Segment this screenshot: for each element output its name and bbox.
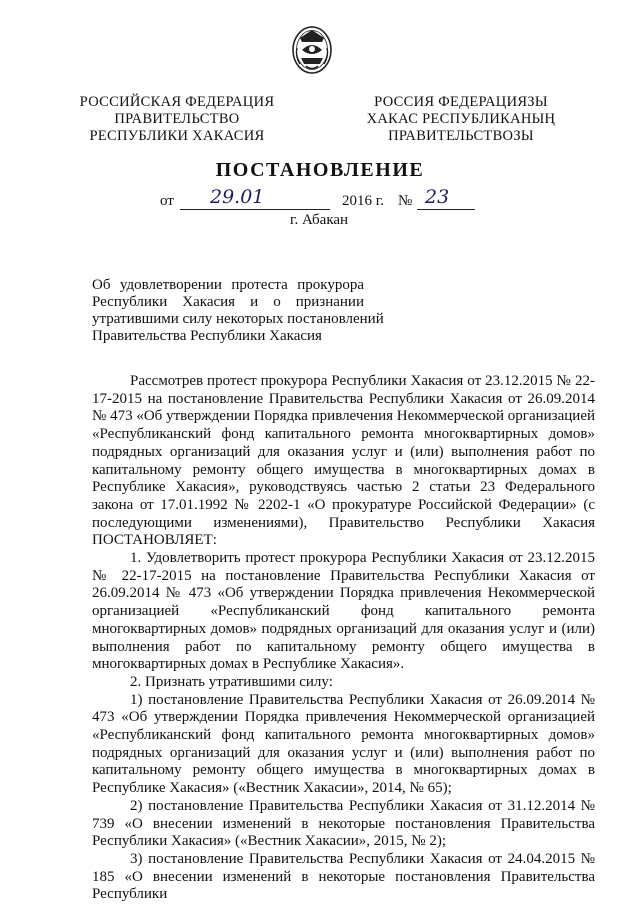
handwritten-date: 29.01 bbox=[210, 186, 265, 208]
header-left-line-3: РЕСПУБЛИКИ ХАКАСИЯ bbox=[89, 128, 265, 144]
clause-2-paragraph: 2. Признать утратившими силу: bbox=[130, 673, 333, 690]
header-right-line-1: РОССИЯ ФЕДЕРАЦИЯЗЫ bbox=[374, 94, 548, 110]
date-year: 2016 г. bbox=[342, 193, 384, 209]
header-left-line-1: РОССИЙСКАЯ ФЕДЕРАЦИЯ bbox=[79, 94, 275, 110]
clause-2-item-3: 3) постановление Правительства Республики Хакасия от 24.04.2015 № 185 «О внесении изменений в некоторые постановления Правительства Республики bbox=[92, 850, 595, 903]
subject-line-1: Об удовлетворении протеста прокурора bbox=[92, 277, 364, 293]
document-body bbox=[92, 373, 595, 904]
coat-of-arms-emblem bbox=[289, 20, 335, 76]
document-subject bbox=[92, 277, 384, 345]
header-right-line-3: ПРАВИТЕЛЬСТВОЗЫ bbox=[388, 128, 534, 144]
date-blank-line bbox=[180, 209, 330, 210]
subject-line-3: утратившими силу некоторых постановлений bbox=[92, 311, 384, 327]
preamble-paragraph: Рассмотрев протест прокурора Республики Хакасия от 23.12.2015 № 22-17-2015 на постановление Правительства Республики Хакасия от 26.09.2014 № 473 «Об утверждении Порядка привлечения Некоммерческой организацией «Республиканский фонд капитального ремонта многоквартирных домов» подрядных организаций для оказания услуг и (или) выполнения работ по капитальному ремонту общего имущества в многоквартирных домах в Республике Хакасия», руководствуясь частью 2 статьи 23 Федерального закона от 17.01.1992 № 2202-1 «О прокуратуре Российской Федерации» (с последующими изменениями), Правительство Республики Хакасия ПОСТАНОВЛЯЕТ: bbox=[92, 373, 595, 549]
clause-2-item-1: 1) постановление Правительства Республики Хакасия от 26.09.2014 № 473 «Об утверждении Порядка привлечения Некоммерческой организацией «Республиканский фонд капитального ремонта многоквартирных домов» подрядных организаций для оказания услуг и (или) выполнения работ по капитальному ремонту общего имущества в многоквартирных домах в Республике Хакасия» («Вестник Хакасии», 2014, № 65); bbox=[92, 691, 595, 797]
date-prefix: от bbox=[160, 193, 174, 209]
clause-2-item-2: 2) постановление Правительства Республики Хакасия от 31.12.2014 № 739 «О внесении изменений в некоторые постановления Правительства Республики Хакасия» («Вестник Хакасии», 2015, № 2); bbox=[92, 797, 595, 850]
document-title: ПОСТАНОВЛЕНИЕ bbox=[215, 159, 425, 181]
header-right-line-2: ХАКАС РЕСПУБЛИКАНЫҢ bbox=[366, 111, 556, 127]
handwritten-number: 23 bbox=[425, 186, 450, 208]
header-left-line-2: ПРАВИТЕЛЬСТВО bbox=[114, 111, 240, 127]
clause-1-paragraph: 1. Удовлетворить протест прокурора Республики Хакасия от 23.12.2015 № 22-17-2015 на постановление Правительства Республики Хакасия от 26.09.2014 № 473 «Об утверждении Порядка привлечения Некоммерческой организацией «Республиканский фонд капитального ремонта многоквартирных домов» подрядных организаций для оказания услуг и (или) выполнения работ по капитальному ремонту общего имущества в многоквартирных домах в Республике Хакасия». bbox=[92, 550, 595, 673]
subject-line-4: Правительства Республики Хакасия bbox=[92, 328, 322, 344]
number-sign: № bbox=[398, 193, 413, 209]
number-blank-line bbox=[417, 209, 475, 210]
subject-line-2: Республики Хакасия и о признании bbox=[92, 294, 364, 310]
header-left bbox=[78, 94, 276, 145]
city: г. Абакан bbox=[290, 212, 349, 228]
header-right bbox=[366, 94, 556, 145]
